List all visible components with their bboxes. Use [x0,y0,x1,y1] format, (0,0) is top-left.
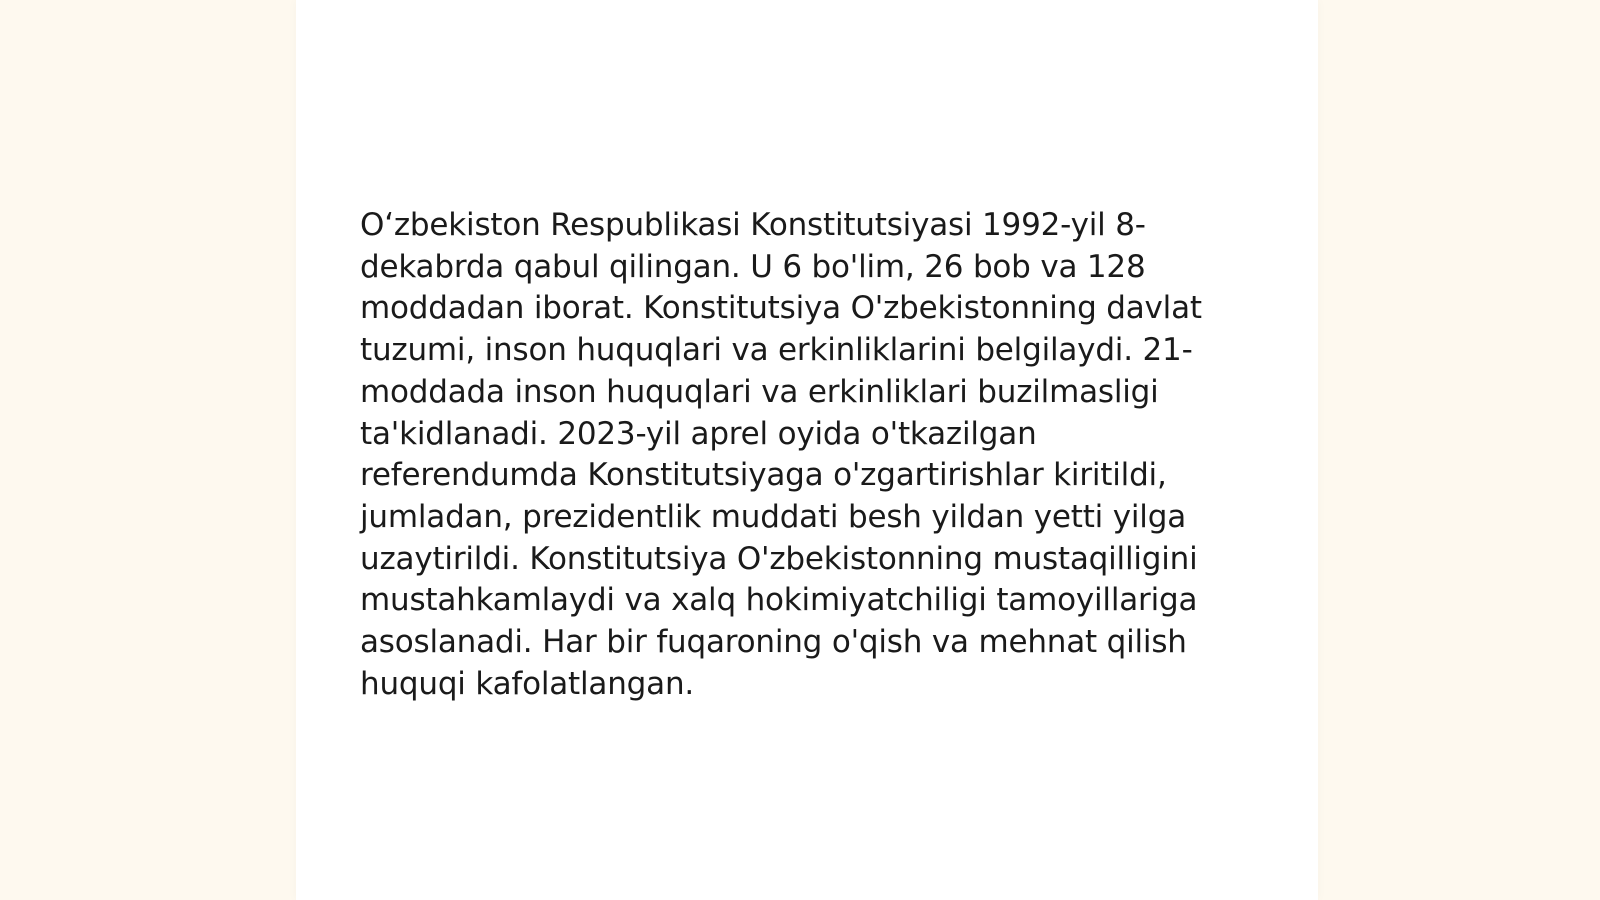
body-paragraph: O‘zbekiston Respublikasi Konstitutsiyasi 1992-yil 8-dekabrda qabul qilingan. U 6 bo'lim, 26 bob va 128 moddadan iborat. Konstitutsiya O'zbekistonning davlat tuzumi, inson huquqlari va erkinliklarini belgilaydi. 21-moddada inson huquqlari va erkinliklari buzilmasligi ta'kidlanadi. 2023-yil aprel oyida o'tkazilgan referendumda Konstitutsiyaga o'zgartirishlar kiritildi, jumladan, prezidentlik muddati besh yildan yetti yilga uzaytirildi. Konstitutsiya O'zbekistonning mustaqilligini mustahkamlaydi va xalq hokimiyatchiligi tamoyillariga asoslanadi. Har bir fuqaroning o'qish va mehnat qilish huquqi kafolatlangan. [360,207,1202,702]
page-card [296,0,1318,900]
